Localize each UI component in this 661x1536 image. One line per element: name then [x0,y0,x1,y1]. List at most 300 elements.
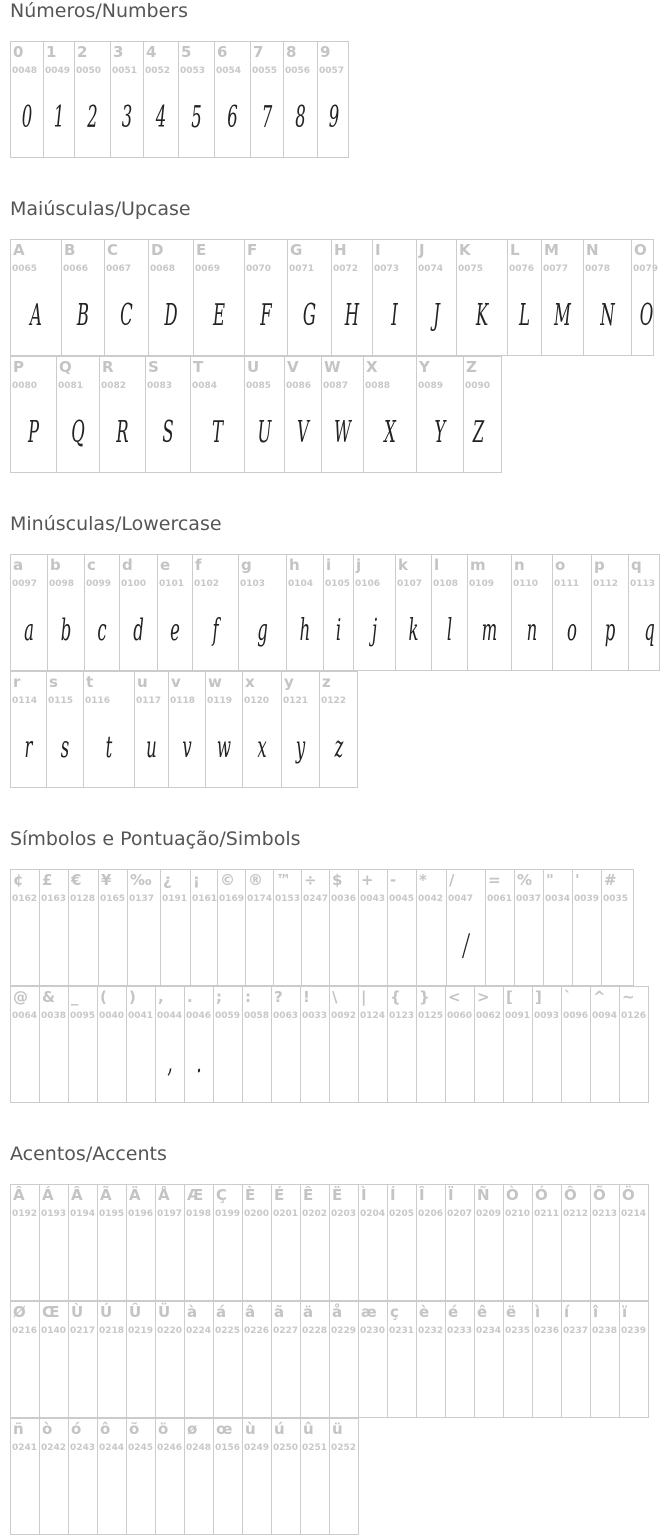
glyph-char-label: o [555,556,566,574]
glyph-char-label: ; [216,988,222,1006]
glyph-sample [568,1354,583,1402]
glyph-char-label: Õ [593,1186,606,1204]
glyph-sample [481,1039,496,1087]
glyph-cell [105,240,149,355]
glyph-char-label: v [171,673,181,691]
glyph-sample [220,1237,235,1285]
glyph-char-label: ` [564,988,572,1006]
glyph-code-label: 0247 [303,894,329,904]
glyph-cell [330,1419,359,1534]
glyph-sample [133,1354,148,1402]
glyph-sample [627,1039,643,1087]
glyph-sample [191,1237,206,1285]
glyph-code-label: 0162 [12,894,38,904]
glyph-code-label: 0192 [12,1209,38,1219]
glyph-cell [508,240,542,355]
glyph-cell [146,357,191,472]
glyph-sample [104,1039,119,1087]
glyph-cell [284,42,318,157]
glyph-cell [388,987,417,1102]
glyph-code-label: 0109 [469,579,495,589]
glyph-code-label: 0042 [418,894,444,904]
glyph-cell [354,555,396,670]
glyph-cell [475,987,504,1102]
glyph-cell [243,1302,272,1417]
glyph-code-label: 0096 [563,1011,589,1021]
section-title-upcase: Maiúsculas/Upcase [10,198,191,220]
glyph-code-label: 0040 [99,1011,125,1021]
glyph-char-label: á [216,1303,227,1321]
glyph-sample [365,1354,380,1402]
glyph-cell [373,240,417,355]
glyph-code-label: 0126 [621,1011,647,1021]
glyph-cell [191,870,218,985]
glyph-char-label: ò [42,1420,53,1438]
glyph-sample [510,1039,525,1087]
glyph-sample [162,1237,177,1285]
glyph-code-label: 0161 [192,894,218,904]
glyph-cell [620,1302,649,1417]
glyph-cell [417,987,446,1102]
glyph-cell [149,240,194,355]
glyph-code-label: 0100 [121,579,147,589]
glyph-char-label: y [284,673,294,691]
glyph-sample [280,922,295,970]
glyph-char-label: à [187,1303,198,1321]
glyph-cell [553,555,592,670]
glyph-char-label: > [477,988,490,1006]
glyph-cell [330,987,359,1102]
glyph-code-label: 0038 [41,1011,67,1021]
glyph-char-label: Z [466,358,477,376]
glyph-char-label: 8 [286,43,297,61]
glyph-char-label: q [631,556,642,574]
glyph-code-label: 0044 [157,1011,183,1021]
glyph-cell [40,1302,69,1417]
glyph-sample [104,1354,119,1402]
glyph-char-label: } [419,988,430,1006]
glyph-sample [597,1237,612,1285]
glyph-char-label: ë [506,1303,517,1321]
glyph-char-label: p [594,556,605,574]
glyph-sample: E [212,298,226,333]
glyph-sample: h [299,613,311,648]
glyph-sample: R [116,415,129,450]
glyph-sample: f [212,613,219,648]
glyph-code-label: 0235 [505,1326,531,1336]
glyph-sample [75,1471,90,1519]
glyph-char-label: A [13,241,25,259]
glyph-code-label: 0195 [99,1209,125,1219]
glyph-char-label: w [208,673,222,691]
glyph-char-label: â [245,1303,256,1321]
glyph-cell [591,1185,620,1300]
glyph-sample: m [481,613,498,648]
glyph-sample [249,1471,264,1519]
glyph-code-label: 0114 [12,696,38,706]
glyph-cell [475,1185,504,1300]
glyph-sample: O [639,298,654,333]
glyph-sample: 9 [328,100,340,135]
glyph-code-label: 0079 [633,264,659,274]
glyph-char-label: " [546,871,554,889]
glyph-code-label: 0073 [374,264,400,274]
glyph-sample [135,922,153,970]
glyph-code-label: 0068 [150,264,176,274]
glyph-cell [591,987,620,1102]
glyph-cell [272,1185,301,1300]
glyph-sample [394,922,409,970]
glyph-char-label: ç [390,1303,399,1321]
glyph-char-label: 3 [113,43,124,61]
glyph-cell [359,987,388,1102]
glyph-char-label: û [303,1420,314,1438]
glyph-char-label: ü [332,1420,343,1438]
glyph-code-label: 0210 [505,1209,531,1219]
glyph-cell [144,42,179,157]
glyph-code-label: 0098 [49,579,75,589]
glyph-sample [75,1237,90,1285]
glyph-sample [249,1354,264,1402]
glyph-code-label: 0093 [534,1011,560,1021]
glyph-char-label: ~ [622,988,635,1006]
glyph-sample [133,1471,148,1519]
section-title-lowercase: Minúsculas/Lowercase [10,513,222,535]
glyph-cell [128,870,161,985]
glyph-char-label: Ç [216,1186,228,1204]
glyph-code-label: 0110 [513,579,539,589]
glyph-char-label: Ã [100,1186,112,1204]
glyph-code-label: 0243 [70,1443,96,1453]
glyph-cell [388,1302,417,1417]
glyph-char-label: Ê [303,1186,314,1204]
glyph-cell [69,987,98,1102]
glyph-char-label: Ñ [477,1186,490,1204]
glyph-char-label: Ë [332,1186,343,1204]
glyph-char-label: 4 [146,43,157,61]
glyph-cell [127,1185,156,1300]
glyph-sample [394,1039,409,1087]
glyph-cell [301,1302,330,1417]
glyph-code-label: 0236 [534,1326,560,1336]
glyph-cell [359,1302,388,1417]
glyph-cell [468,555,512,670]
glyph-char-label: B [64,241,76,259]
glyph-cell [57,357,100,472]
glyph-sample [105,922,120,970]
glyph-sample [191,1354,206,1402]
glyph-cell [11,357,57,472]
glyph-code-label: 0064 [12,1011,38,1021]
glyph-cell [320,672,358,787]
glyph-char-label: € [71,871,82,889]
glyph-sample [17,922,32,970]
glyph-char-label: É [274,1186,285,1204]
glyph-sample [75,1354,90,1402]
glyph-sample [394,1354,409,1402]
glyph-code-label: 0076 [509,264,535,274]
glyph-char-label: ÷ [304,871,317,889]
glyph-sample [510,1237,525,1285]
glyph-char-label: + [361,871,374,889]
glyph-cell [562,1302,591,1417]
glyph-cell [111,42,144,157]
glyph-code-label: 0202 [302,1209,328,1219]
glyph-code-label: 0070 [246,264,272,274]
glyph-sample [539,1237,554,1285]
glyph-sample: g [257,613,268,648]
glyph-code-label: 0101 [159,579,185,589]
glyph-cell [318,42,350,157]
glyph-sample [539,1354,554,1402]
glyph-char-label: & [42,988,56,1006]
glyph-cell [215,42,251,157]
glyph-char-label: : [245,988,251,1006]
glyph-cell [332,240,373,355]
glyph-sample: G [302,298,317,333]
glyph-sample [197,922,211,970]
glyph-sample [365,922,380,970]
glyph-cell [457,240,508,355]
glyph-code-label: 0248 [186,1443,212,1453]
glyph-code-label: 0092 [331,1011,357,1021]
glyph-code-label: 0113 [630,579,656,589]
glyph-cell [544,870,573,985]
glyph-char-label: ó [71,1420,82,1438]
glyph-row-lowercase-2 [10,671,358,788]
glyph-cell [156,1419,185,1534]
glyph-code-label: 0241 [12,1443,38,1453]
glyph-code-label: 0199 [215,1209,241,1219]
glyph-row-accents-1 [10,1184,649,1301]
glyph-row-lowercase-1 [10,554,660,671]
glyph-code-label: 0212 [563,1209,589,1219]
glyph-char-label: E [196,241,207,259]
glyph-sample: 3 [121,100,133,135]
glyph-code-label: 0085 [246,381,272,391]
glyph-sample [423,1237,438,1285]
glyph-cell [620,987,649,1102]
glyph-cell [359,1185,388,1300]
glyph-sample [336,1237,351,1285]
glyph-sample: D [164,298,178,333]
glyph-char-label: k [398,556,408,574]
glyph-code-label: 0105 [325,579,351,589]
glyph-sample [365,1237,380,1285]
glyph-code-label: 0216 [12,1326,38,1336]
glyph-code-label: 0242 [41,1443,67,1453]
glyph-char-label: , [158,988,164,1006]
glyph-sample [46,1471,61,1519]
glyph-cell [11,240,62,355]
glyph-char-label: © [220,871,235,889]
glyph-cell [127,1419,156,1534]
glyph-cell [330,1185,359,1300]
glyph-cell [272,1419,301,1534]
glyph-code-label: 0053 [180,66,206,76]
glyph-code-label: 0117 [136,696,162,706]
glyph-code-label: 0063 [273,1011,299,1021]
glyph-code-label: 0059 [215,1011,241,1021]
glyph-cell [127,1302,156,1417]
glyph-cell [69,1185,98,1300]
glyph-cell [11,1419,40,1534]
glyph-cell [330,870,359,985]
glyph-char-label: @ [13,988,28,1006]
glyph-cell [573,870,602,985]
glyph-char-label: X [366,358,378,376]
glyph-char-label: î [593,1303,599,1321]
glyph-code-label: 0081 [58,381,84,391]
glyph-char-label: í [564,1303,570,1321]
glyph-cell [185,1185,214,1300]
glyph-code-label: 0066 [63,264,89,274]
glyph-code-label: 0033 [302,1011,328,1021]
glyph-sample [104,1237,119,1285]
glyph-code-label: 0207 [447,1209,473,1219]
glyph-cell [301,1185,330,1300]
glyph-char-label: R [102,358,114,376]
glyph-char-label: d [122,556,133,574]
glyph-cell [11,672,47,787]
glyph-sample: n [526,613,538,648]
glyph-char-label: Â [71,1186,83,1204]
glyph-sample [224,922,239,970]
glyph-code-label: 0219 [128,1326,154,1336]
glyph-code-label: 0121 [283,696,309,706]
glyph-sample [568,1039,583,1087]
glyph-code-label: 0140 [41,1326,67,1336]
glyph-cell [301,1419,330,1534]
glyph-code-label: 0051 [112,66,138,76]
glyph-sample: b [60,613,72,648]
glyph-code-label: 0205 [389,1209,415,1219]
glyph-cell [288,240,332,355]
glyph-char-label: ? [274,988,283,1006]
glyph-sample [162,1354,177,1402]
glyph-sample [76,922,92,970]
glyph-char-label: Ï [448,1186,454,1204]
glyph-cell [179,42,215,157]
glyph-char-label: O [634,241,647,259]
glyph-sample: j [371,613,378,648]
glyph-code-label: 0153 [275,894,301,904]
glyph-code-label: 0049 [45,66,71,76]
glyph-cell [330,1302,359,1417]
glyph-char-label: G [290,241,303,259]
glyph-char-label: ‰ [130,871,152,889]
glyph-code-label: 0224 [186,1326,212,1336]
glyph-sample: 8 [295,100,306,135]
glyph-char-label: ô [100,1420,111,1438]
glyph-sample: L [519,298,530,333]
glyph-sample: A [30,298,42,333]
glyph-cell [120,555,158,670]
glyph-sample [394,1237,409,1285]
glyph-cell [287,555,324,670]
glyph-cell [432,555,468,670]
glyph-sample [46,1039,61,1087]
glyph-char-label: ¿ [163,871,172,889]
glyph-char-label: l [434,556,440,574]
glyph-char-label: $ [332,871,343,889]
glyph-cell [562,1185,591,1300]
glyph-char-label: x [245,673,255,691]
glyph-sample: q [644,613,655,648]
glyph-code-label: 0234 [476,1326,502,1336]
glyph-char-label: ] [535,988,542,1006]
glyph-char-label: œ [216,1420,233,1438]
glyph-char-label: j [356,556,362,574]
glyph-sample [220,1471,235,1519]
glyph-sample: i [335,613,342,648]
glyph-cell [592,555,629,670]
glyph-cell [602,870,631,985]
glyph-cell [75,42,111,157]
glyph-cell [282,672,320,787]
glyph-sample: / [463,928,469,963]
glyph-char-label: N [586,241,599,259]
glyph-code-label: 0090 [465,381,491,391]
glyph-sample: x [257,730,267,765]
glyph-char-label: n [514,556,525,574]
glyph-cell [98,1419,127,1534]
glyph-cell [388,870,417,985]
glyph-row-numbers-1 [10,41,349,158]
glyph-char-label: h [289,556,300,574]
glyph-code-label: 0200 [244,1209,270,1219]
glyph-sample [191,1471,206,1519]
glyph-row-symbols-2 [10,986,649,1103]
glyph-code-label: 0086 [286,381,312,391]
glyph-code-label: 0048 [12,66,38,76]
glyph-sample: F [260,298,272,333]
glyph-code-label: 0218 [99,1326,125,1336]
glyph-cell [40,1419,69,1534]
glyph-sample [17,1039,32,1087]
glyph-code-label: 0084 [192,381,218,391]
glyph-code-label: 0220 [157,1326,183,1336]
glyph-char-label: Å [158,1186,170,1204]
glyph-code-label: 0209 [476,1209,502,1219]
glyph-sample [336,1039,351,1087]
glyph-sample [510,1354,525,1402]
section-title-symbols: Símbolos e Pontuação/Simbols [10,828,301,850]
glyph-cell [322,357,364,472]
glyph-code-label: 0037 [516,894,542,904]
glyph-cell [11,555,48,670]
glyph-char-label: \ [332,988,338,1006]
glyph-code-label: 0097 [12,579,38,589]
glyph-code-label: 0123 [389,1011,415,1021]
glyph-sample: Y [434,415,446,450]
glyph-char-label: u [137,673,148,691]
glyph-cell [562,987,591,1102]
glyph-char-label: 5 [181,43,192,61]
glyph-char-label: Ü [158,1303,171,1321]
glyph-code-label: 0230 [360,1326,386,1336]
glyph-char-label: Q [59,358,72,376]
glyph-char-label: g [241,556,252,574]
glyph-sample [133,1237,148,1285]
glyph-sample: s [60,730,70,765]
glyph-code-label: 0045 [389,894,415,904]
glyph-sample: P [27,415,40,450]
glyph-code-label: 0128 [70,894,96,904]
glyph-cell [194,240,245,355]
glyph-char-label: _ [71,988,79,1006]
glyph-cell [40,1185,69,1300]
